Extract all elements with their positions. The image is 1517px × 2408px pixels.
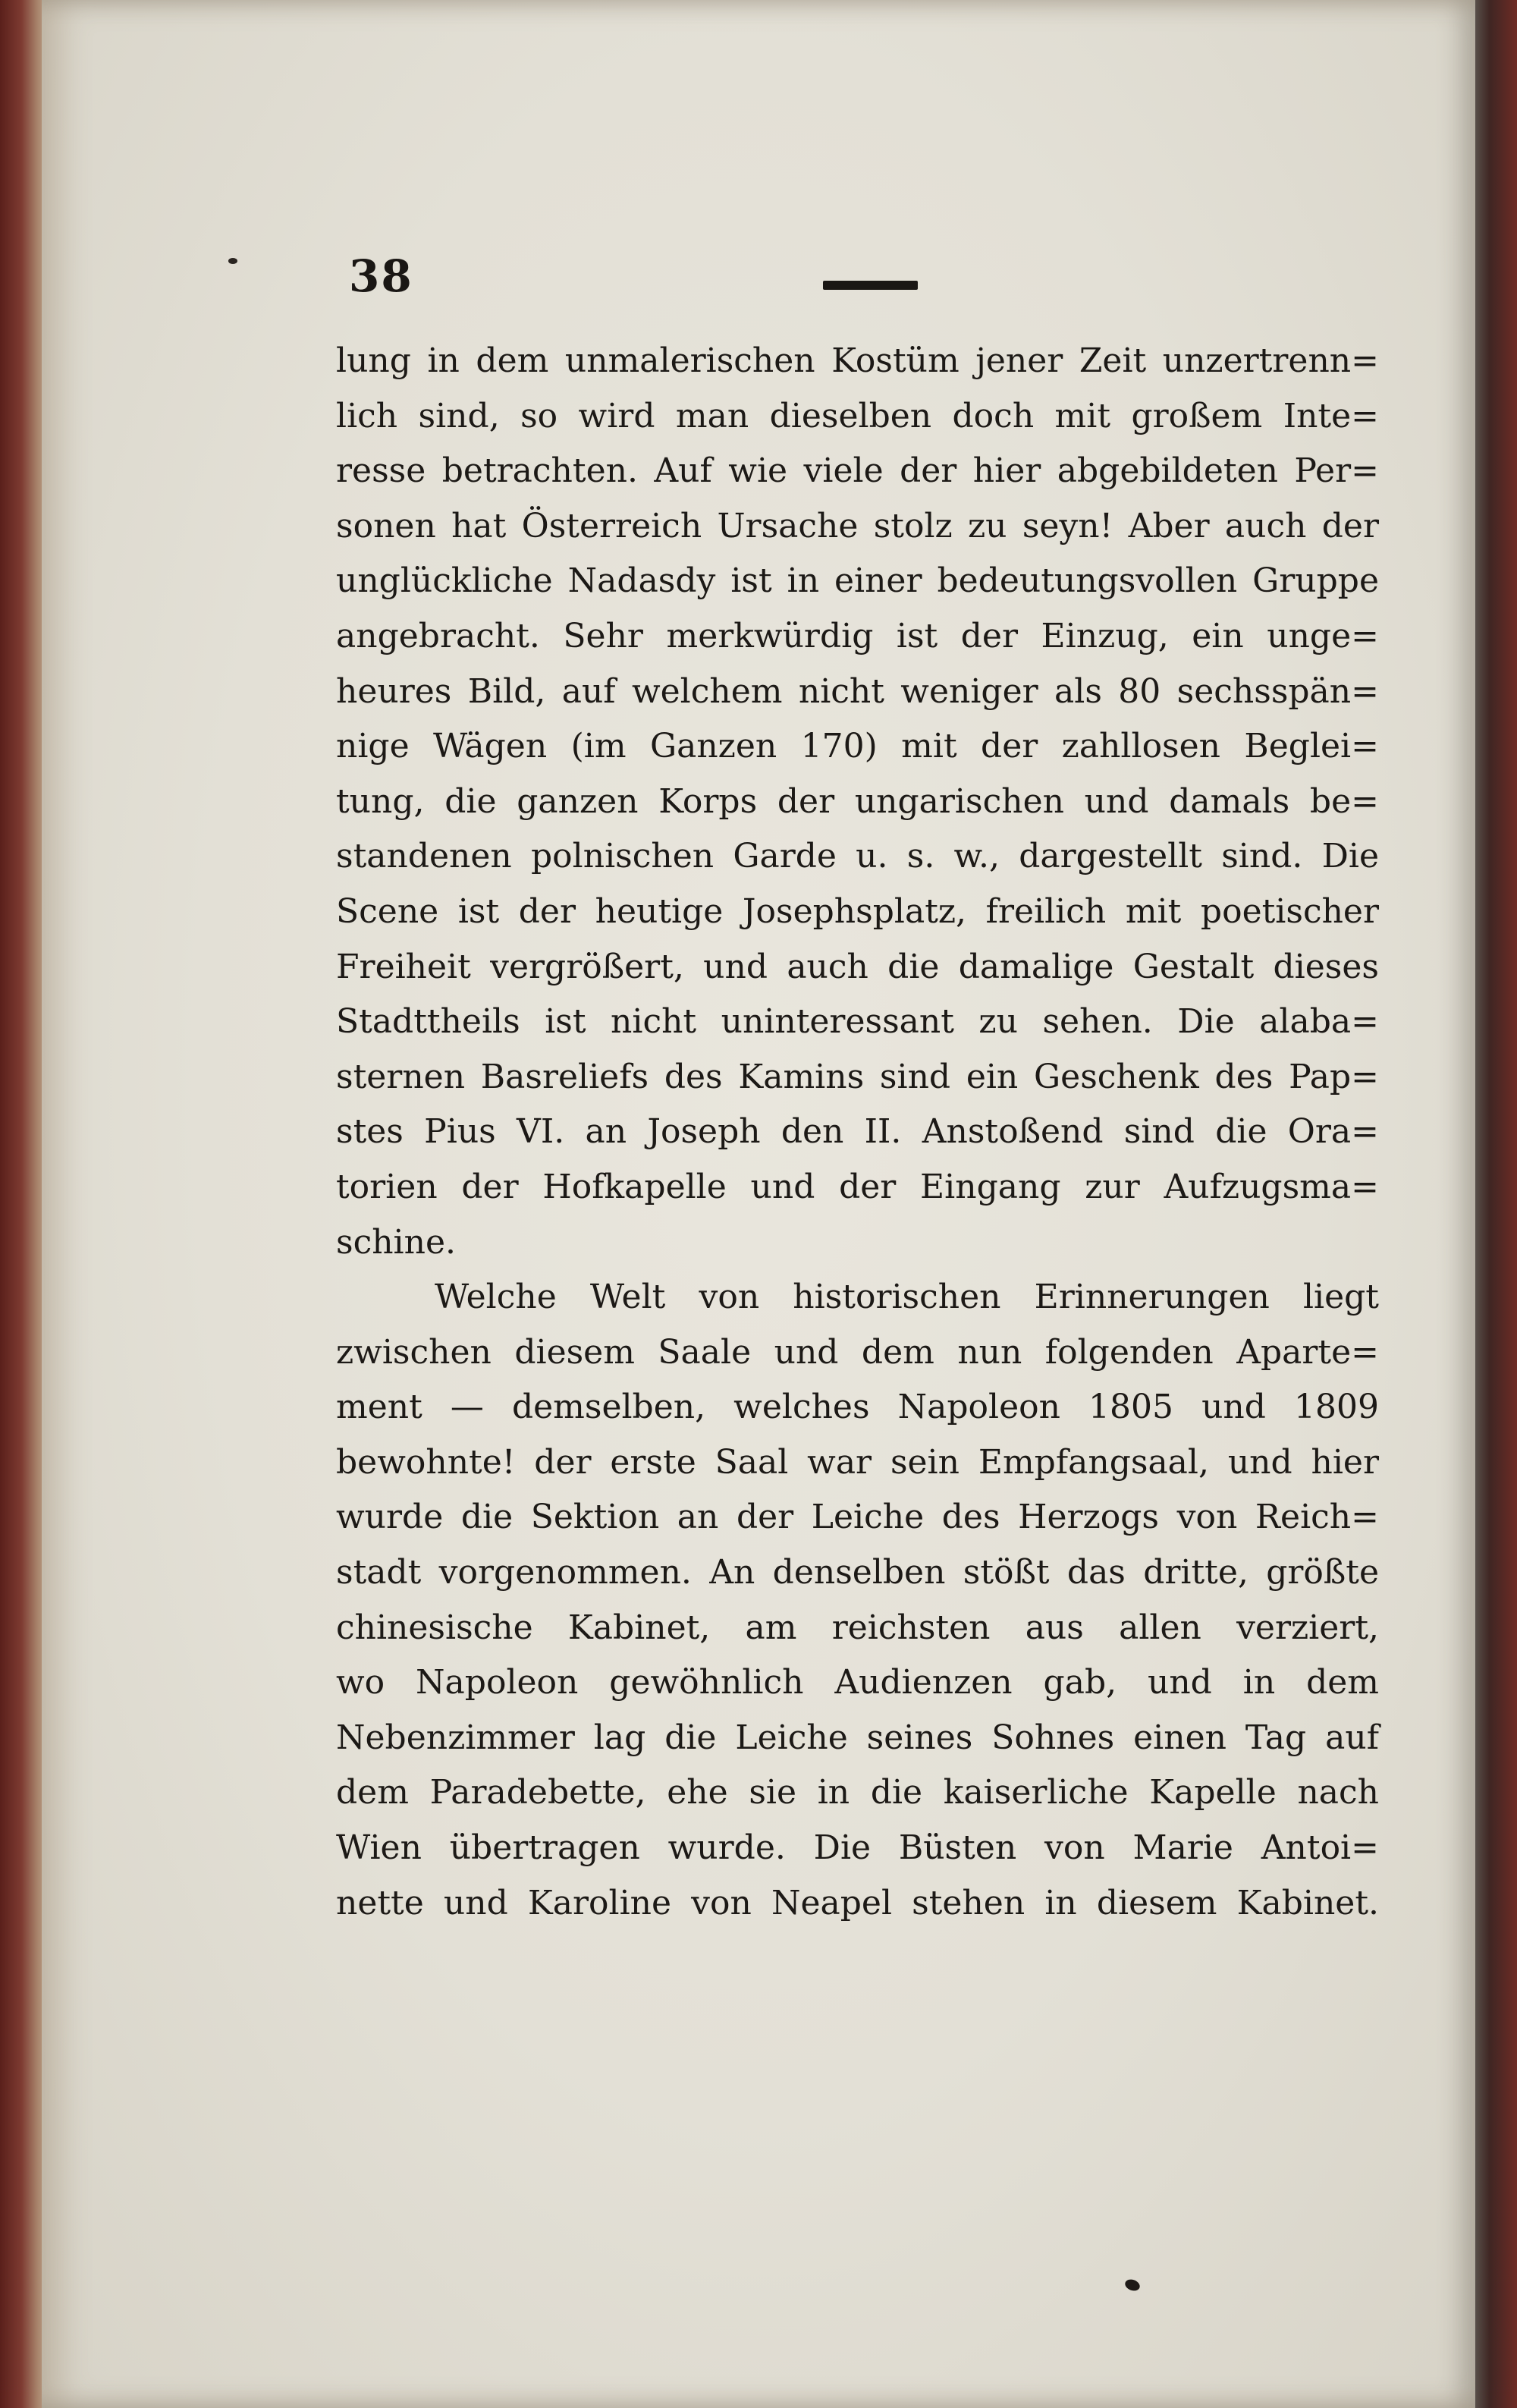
text-line: unglückliche Nadasdy ist in einer bedeutungsvollen Gruppe bbox=[336, 561, 1379, 601]
text-line: stadt vorgenommen. An denselben stößt das dritte, größte bbox=[336, 1553, 1379, 1592]
text-line: stes Pius VI. an Joseph den II. Anstoßend sind die Ora= bbox=[336, 1112, 1379, 1152]
body-text bbox=[336, 334, 1379, 1931]
text-line: Nebenzimmer lag die Leiche seines Sohnes einen Tag auf bbox=[336, 1718, 1379, 1757]
text-line: Stadttheils ist nicht uninteressant zu sehen. Die alaba= bbox=[336, 1002, 1379, 1042]
text-line: angebracht. Sehr merkwürdig ist der Einzug, ein unge= bbox=[336, 616, 1379, 655]
text-line: heures Bild, auf welchem nicht weniger als 80 sechsspän= bbox=[336, 671, 1379, 711]
text-line: resse betrachten. Auf wie viele der hier abgebildeten Per= bbox=[336, 451, 1379, 491]
text-line: Wien übertragen wurde. Die Büsten von Marie Antoi= bbox=[336, 1828, 1379, 1868]
text-line: ment — demselben, welches Napoleon 1805 und 1809 bbox=[336, 1388, 1379, 1427]
ink-blot bbox=[1123, 2278, 1142, 2293]
book-page bbox=[42, 0, 1475, 2408]
text-line: sonen hat Österreich Ursache stolz zu seyn! Aber auch der bbox=[336, 506, 1379, 545]
book-cover-right-edge bbox=[1471, 0, 1517, 2408]
text-line: nige Wägen (im Ganzen 170) mit der zahllosen Beglei= bbox=[336, 727, 1379, 766]
ink-speck bbox=[228, 258, 237, 264]
text-line: schine. bbox=[336, 1222, 456, 1262]
text-line: nette und Karoline von Neapel stehen in diesem Kabinet. bbox=[336, 1883, 1379, 1922]
text-line: Scene ist der heutige Josephsplatz, freilich mit poetischer bbox=[336, 891, 1379, 931]
text-line: lung in dem unmalerischen Kostüm jener Zeit unzertrenn= bbox=[336, 341, 1379, 380]
text-line: tung, die ganzen Korps der ungarischen und damals be= bbox=[336, 781, 1379, 821]
text-line: lich sind, so wird man dieselben doch mit großem Inte= bbox=[336, 396, 1379, 435]
text-line: bewohnte! der erste Saal war sein Empfangsaal, und hier bbox=[336, 1442, 1379, 1482]
text-line-paragraph-start: Welche Welt von historischen Erinnerungen liegt bbox=[435, 1278, 1379, 1317]
header-rule bbox=[823, 281, 918, 290]
text-line: sternen Basreliefs des Kamins sind ein Geschenk des Pap= bbox=[336, 1057, 1379, 1096]
text-line: zwischen diesem Saale und dem nun folgenden Aparte= bbox=[336, 1332, 1379, 1372]
text-line: wo Napoleon gewöhnlich Audienzen gab, und in dem bbox=[336, 1663, 1379, 1702]
text-line: torien der Hofkapelle und der Eingang zur Aufzugsma= bbox=[336, 1167, 1379, 1206]
text-line: Freiheit vergrößert, und auch die damalige Gestalt dieses bbox=[336, 947, 1379, 986]
text-line: standenen polnischen Garde u. s. w., dargestellt sind. Die bbox=[336, 837, 1379, 876]
text-line: dem Paradebette, ehe sie in die kaiserliche Kapelle nach bbox=[336, 1773, 1379, 1812]
page-number: 38 bbox=[349, 250, 413, 302]
text-line: chinesische Kabinet, am reichsten aus allen verziert, bbox=[336, 1608, 1379, 1647]
text-line: wurde die Sektion an der Leiche des Herzogs von Reich= bbox=[336, 1498, 1379, 1537]
